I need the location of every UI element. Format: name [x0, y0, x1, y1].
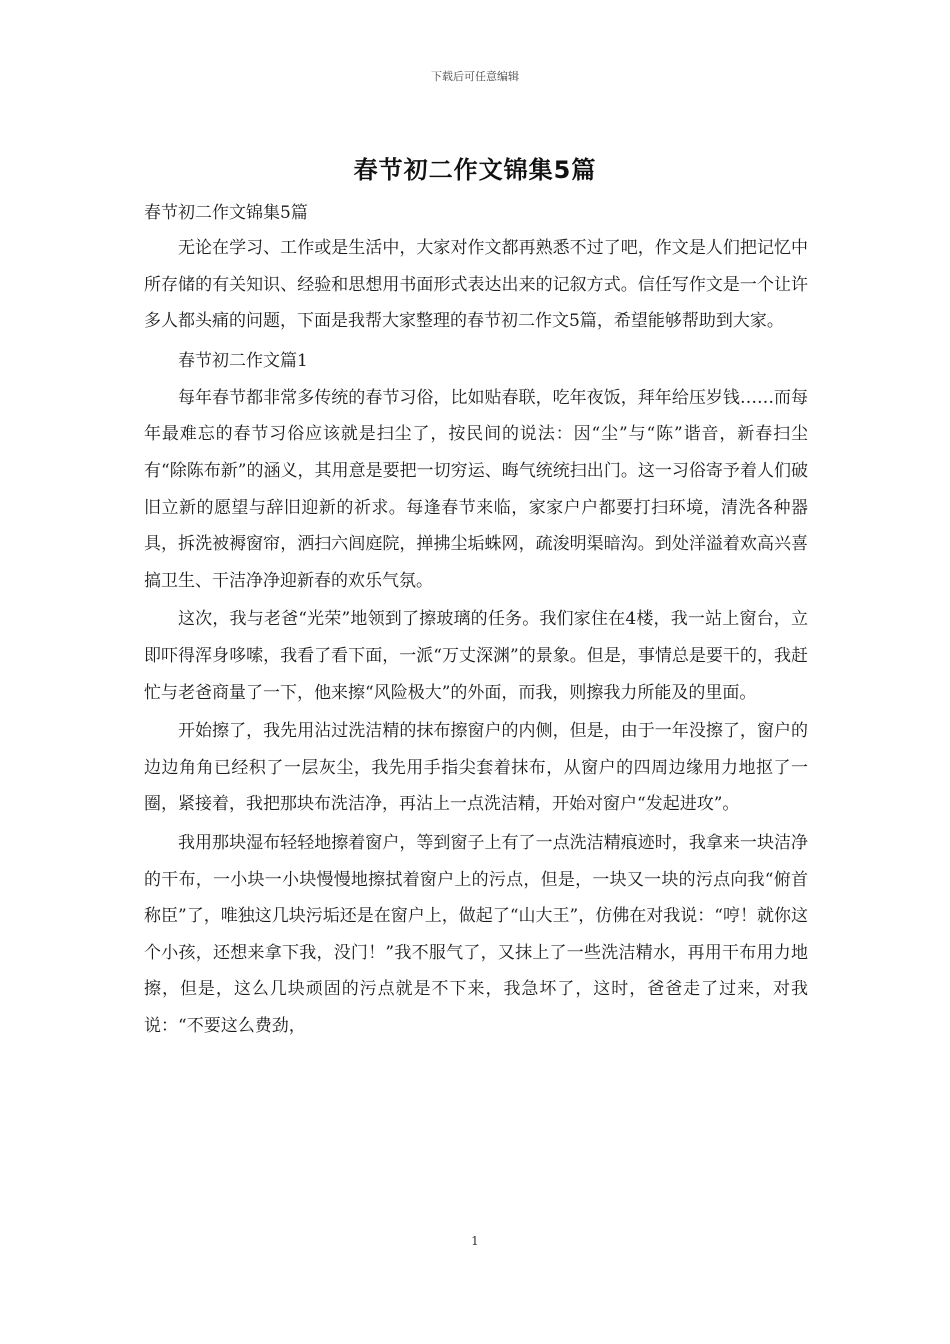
- intro-paragraph: 无论在学习、工作或是生活中，大家对作文都再熟悉不过了吧，作文是人们把记忆中所存储的有关知识、经验和思想用书面形式表达出来的记叙方式。信任写作文是一个让许多人都头痛的问题，下面是我帮大家整理的春节初二作文5篇，希望能够帮助到大家。: [144, 238, 808, 332]
- section-heading: 春节初二作文篇1: [178, 350, 308, 371]
- body-paragraph-3: 开始擦了，我先用沾过洗洁精的抹布擦窗户的内侧，但是，由于一年没擦了，窗户的边边角角已经积了一层灰尘，我先用手指尖套着抹布，从窗户的四周边缘用力地抠了一圈，紧接着，我把那块布洗洁净，再沾上一点洗洁精，开始对窗户“发起进攻”。: [144, 721, 808, 815]
- document-body: [144, 196, 808, 1046]
- page-header-note: 下载后可任意编辑: [431, 70, 519, 83]
- body-paragraph-4: 我用那块湿布轻轻地擦着窗户，等到窗子上有了一点洗洁精痕迹时，我拿来一块洁净的干布，一小块一小块慢慢地擦拭着窗户上的污点，但是，一块又一块的污点向我“俯首称臣”了，唯独这几块污垢还是在窗户上，做起了“山大王”，仿佛在对我说：“哼！就你这个小孩，还想来拿下我，没门！”我不服气了，又抹上了一些洗洁精水，再用干布用力地擦，但是，这么几块顽固的污点就是不下来，我急坏了，这时，爸爸走了过来，对我说：“不要这么费劲，: [144, 832, 808, 1036]
- page-number: 1: [471, 1234, 479, 1248]
- document-title: 春节初二作文锦集5篇: [353, 156, 597, 184]
- body-paragraph-1: 每年春节都非常多传统的春节习俗，比如贴春联，吃年夜饭，拜年给压岁钱……而每年最难忘的春节习俗应该就是扫尘了，按民间的说法：因“尘”与“陈”谐音，新春扫尘有“除陈布新”的涵义，其用意是要把一切穷运、晦气统统扫出门。这一习俗寄予着人们破旧立新的愿望与辞旧迎新的祈求。每逢春节来临，家家户户都要打扫环境，清洗各种器具，拆洗被褥窗帘，洒扫六闾庭院，掸拂尘垢蛛网，疏浚明渠暗沟。到处洋溢着欢高兴喜搞卫生、干洁净净迎新春的欢乐气氛。: [144, 387, 808, 591]
- subtitle-line: 春节初二作文锦集5篇: [144, 203, 308, 223]
- body-paragraph-2: 这次，我与老爸“光荣”地领到了擦玻璃的任务。我们家住在4楼，我一站上窗台，立即吓得浑身哆嗦，我看了看下面，一派“万丈深渊”的景象。但是，事情总是要干的，我赶忙与老爸商量了一下，他来擦“风险极大”的外面，而我，则擦我力所能及的里面。: [144, 609, 808, 703]
